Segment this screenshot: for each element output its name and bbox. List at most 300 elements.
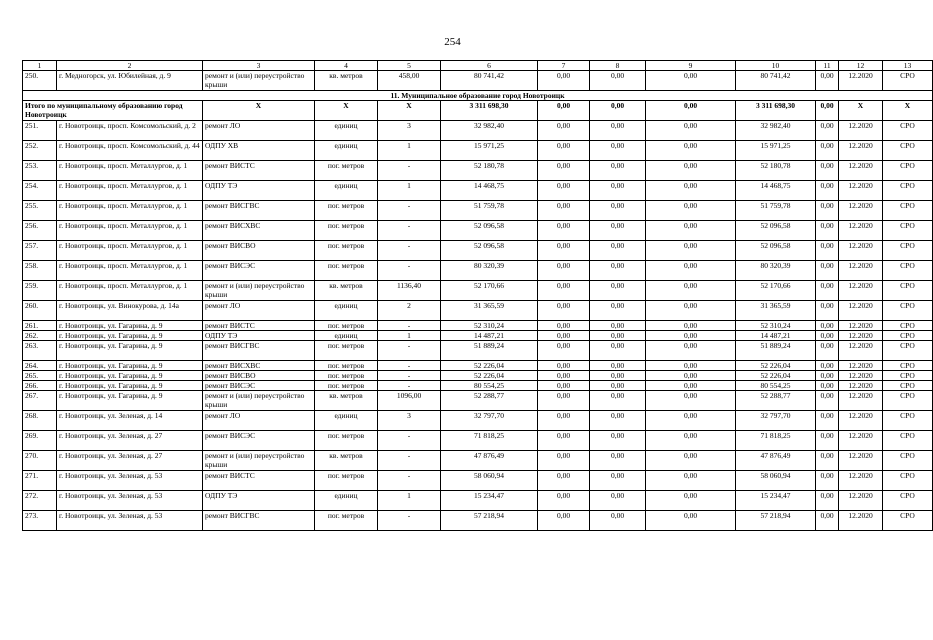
deadline-cell: 12.2020 xyxy=(839,361,883,371)
column-header: 7 xyxy=(538,61,590,71)
total-value: X xyxy=(378,101,441,121)
unit-cell: пог. метров xyxy=(315,431,378,451)
value-cell: 0,00 xyxy=(646,491,736,511)
column-header: 6 xyxy=(441,61,538,71)
deadline-cell: 12.2020 xyxy=(839,431,883,451)
value-cell: 0,00 xyxy=(646,181,736,201)
work-type-cell: ремонт ВИСВО xyxy=(203,371,315,381)
value-cell: 0,00 xyxy=(816,341,839,361)
value-cell: 0,00 xyxy=(816,391,839,411)
quantity-cell: - xyxy=(378,341,441,361)
row-number: 265. xyxy=(23,371,57,381)
value-cell: 0,00 xyxy=(590,361,646,371)
unit-cell: единиц xyxy=(315,331,378,341)
table-row xyxy=(23,391,933,411)
value-cell: 0,00 xyxy=(590,261,646,281)
total-label: Итого по муниципальному образованию город Новотроицк xyxy=(23,101,203,121)
table-row xyxy=(23,381,933,391)
value-cell: 0,00 xyxy=(646,221,736,241)
work-type-cell: ремонт ВИСХВС xyxy=(203,361,315,371)
value-cell: 0,00 xyxy=(646,371,736,381)
value-cell: 0,00 xyxy=(816,411,839,431)
deadline-cell: 12.2020 xyxy=(839,321,883,331)
value-cell: 0,00 xyxy=(538,281,590,301)
address-cell: г. Новотроицк, ул. Зеленая, д. 27 xyxy=(57,451,203,471)
column-header: 3 xyxy=(203,61,315,71)
value-cell: 0,00 xyxy=(816,301,839,321)
value-cell: 0,00 xyxy=(538,391,590,411)
value-cell: 0,00 xyxy=(538,371,590,381)
value-cell: 0,00 xyxy=(538,261,590,281)
value-cell: 0,00 xyxy=(590,341,646,361)
method-cell: СРО xyxy=(883,491,933,511)
value-cell: 0,00 xyxy=(816,261,839,281)
deadline-cell: 12.2020 xyxy=(839,121,883,141)
value-cell: 0,00 xyxy=(590,331,646,341)
table-row xyxy=(23,281,933,301)
value-cell: 0,00 xyxy=(646,361,736,371)
value-cell: 0,00 xyxy=(538,341,590,361)
address-cell: г. Новотроицк, ул. Зеленая, д. 53 xyxy=(57,491,203,511)
value-cell: 0,00 xyxy=(538,201,590,221)
value-cell: 47 876,49 xyxy=(736,451,816,471)
total-value: X xyxy=(315,101,378,121)
row-number: 257. xyxy=(23,241,57,261)
row-number: 258. xyxy=(23,261,57,281)
value-cell: 0,00 xyxy=(646,511,736,531)
table-row xyxy=(23,341,933,361)
quantity-cell: 1096,00 xyxy=(378,391,441,411)
value-cell: 0,00 xyxy=(590,451,646,471)
unit-cell: единиц xyxy=(315,301,378,321)
total-cost-cell: 15 971,25 xyxy=(441,141,538,161)
row-number: 268. xyxy=(23,411,57,431)
deadline-cell: 12.2020 xyxy=(839,221,883,241)
value-cell: 52 226,04 xyxy=(736,361,816,371)
value-cell: 0,00 xyxy=(538,511,590,531)
section-heading-row xyxy=(23,91,933,101)
method-cell: СРО xyxy=(883,71,933,91)
value-cell: 0,00 xyxy=(590,301,646,321)
value-cell: 0,00 xyxy=(816,371,839,381)
value-cell: 52 288,77 xyxy=(736,391,816,411)
row-number: 253. xyxy=(23,161,57,181)
unit-cell: единиц xyxy=(315,491,378,511)
row-number: 272. xyxy=(23,491,57,511)
total-cost-cell: 52 310,24 xyxy=(441,321,538,331)
quantity-cell: - xyxy=(378,511,441,531)
address-cell: г. Новотроицк, ул. Гагарина, д. 9 xyxy=(57,381,203,391)
address-cell: г. Новотроицк, ул. Гагарина, д. 9 xyxy=(57,341,203,361)
unit-cell: пог. метров xyxy=(315,321,378,331)
table-row xyxy=(23,371,933,381)
deadline-cell: 12.2020 xyxy=(839,411,883,431)
value-cell: 0,00 xyxy=(646,341,736,361)
quantity-cell: 458,00 xyxy=(378,71,441,91)
quantity-cell: 3 xyxy=(378,121,441,141)
value-cell: 0,00 xyxy=(816,491,839,511)
total-cost-cell: 52 226,04 xyxy=(441,371,538,381)
value-cell: 0,00 xyxy=(538,121,590,141)
work-type-cell: ремонт ВИСТС xyxy=(203,471,315,491)
total-value: 0,00 xyxy=(646,101,736,121)
unit-cell: пог. метров xyxy=(315,261,378,281)
total-cost-cell: 52 226,04 xyxy=(441,361,538,371)
value-cell: 52 096,58 xyxy=(736,241,816,261)
value-cell: 32 797,70 xyxy=(736,411,816,431)
work-type-cell: ремонт ЛО xyxy=(203,121,315,141)
value-cell: 0,00 xyxy=(538,241,590,261)
value-cell: 0,00 xyxy=(590,391,646,411)
value-cell: 0,00 xyxy=(646,161,736,181)
column-header: 8 xyxy=(590,61,646,71)
method-cell: СРО xyxy=(883,221,933,241)
method-cell: СРО xyxy=(883,411,933,431)
table-row xyxy=(23,431,933,451)
table-row xyxy=(23,121,933,141)
quantity-cell: - xyxy=(378,321,441,331)
value-cell: 0,00 xyxy=(590,141,646,161)
table-row xyxy=(23,141,933,161)
method-cell: СРО xyxy=(883,181,933,201)
method-cell: СРО xyxy=(883,471,933,491)
section-title: 11. Муниципальное образование город Новотроицк xyxy=(23,91,933,101)
total-cost-cell: 31 365,59 xyxy=(441,301,538,321)
value-cell: 0,00 xyxy=(816,471,839,491)
deadline-cell: 12.2020 xyxy=(839,71,883,91)
quantity-cell: - xyxy=(378,361,441,371)
row-number: 254. xyxy=(23,181,57,201)
row-number: 269. xyxy=(23,431,57,451)
row-number: 263. xyxy=(23,341,57,361)
value-cell: 0,00 xyxy=(816,281,839,301)
value-cell: 0,00 xyxy=(646,141,736,161)
value-cell: 0,00 xyxy=(816,71,839,91)
quantity-cell: - xyxy=(378,221,441,241)
value-cell: 0,00 xyxy=(538,451,590,471)
value-cell: 0,00 xyxy=(538,221,590,241)
work-type-cell: ОДПУ ХВ xyxy=(203,141,315,161)
row-number: 264. xyxy=(23,361,57,371)
address-cell: г. Новотроицк, ул. Гагарина, д. 9 xyxy=(57,391,203,411)
address-cell: г. Медногорск, ул. Юбилейная, д. 9 xyxy=(57,71,203,91)
method-cell: СРО xyxy=(883,511,933,531)
value-cell: 52 170,66 xyxy=(736,281,816,301)
work-type-cell: ремонт ВИСЭС xyxy=(203,381,315,391)
address-cell: г. Новотроицк, ул. Зеленая, д. 53 xyxy=(57,471,203,491)
deadline-cell: 12.2020 xyxy=(839,301,883,321)
total-value: 3 311 698,30 xyxy=(736,101,816,121)
table-row xyxy=(23,331,933,341)
column-header: 13 xyxy=(883,61,933,71)
row-number: 255. xyxy=(23,201,57,221)
column-header: 10 xyxy=(736,61,816,71)
table-row xyxy=(23,451,933,471)
quantity-cell: 2 xyxy=(378,301,441,321)
value-cell: 0,00 xyxy=(646,121,736,141)
method-cell: СРО xyxy=(883,381,933,391)
value-cell: 0,00 xyxy=(816,121,839,141)
method-cell: СРО xyxy=(883,331,933,341)
value-cell: 0,00 xyxy=(538,321,590,331)
row-number: 266. xyxy=(23,381,57,391)
unit-cell: единиц xyxy=(315,121,378,141)
total-value: 0,00 xyxy=(816,101,839,121)
value-cell: 0,00 xyxy=(646,261,736,281)
table-row xyxy=(23,161,933,181)
row-number: 252. xyxy=(23,141,57,161)
value-cell: 0,00 xyxy=(538,431,590,451)
method-cell: СРО xyxy=(883,141,933,161)
address-cell: г. Новотроицк, ул. Гагарина, д. 9 xyxy=(57,331,203,341)
page-number: 254 xyxy=(444,36,461,48)
table-row xyxy=(23,71,933,91)
method-cell: СРО xyxy=(883,301,933,321)
value-cell: 0,00 xyxy=(816,201,839,221)
value-cell: 0,00 xyxy=(646,381,736,391)
deadline-cell: 12.2020 xyxy=(839,201,883,221)
total-cost-cell: 80 554,25 xyxy=(441,381,538,391)
value-cell: 0,00 xyxy=(590,471,646,491)
value-cell: 0,00 xyxy=(646,281,736,301)
total-cost-cell: 32 982,40 xyxy=(441,121,538,141)
quantity-cell: - xyxy=(378,161,441,181)
total-cost-cell: 80 741,42 xyxy=(441,71,538,91)
work-type-cell: ремонт и (или) переустройство крыши xyxy=(203,451,315,471)
method-cell: СРО xyxy=(883,121,933,141)
quantity-cell: - xyxy=(378,371,441,381)
value-cell: 0,00 xyxy=(816,431,839,451)
value-cell: 0,00 xyxy=(590,181,646,201)
value-cell: 0,00 xyxy=(590,491,646,511)
row-number: 261. xyxy=(23,321,57,331)
method-cell: СРО xyxy=(883,361,933,371)
deadline-cell: 12.2020 xyxy=(839,371,883,381)
value-cell: 0,00 xyxy=(646,391,736,411)
unit-cell: пог. метров xyxy=(315,511,378,531)
unit-cell: пог. метров xyxy=(315,381,378,391)
value-cell: 52 310,24 xyxy=(736,321,816,331)
value-cell: 0,00 xyxy=(646,241,736,261)
quantity-cell: - xyxy=(378,431,441,451)
deadline-cell: 12.2020 xyxy=(839,491,883,511)
method-cell: СРО xyxy=(883,451,933,471)
quantity-cell: - xyxy=(378,381,441,391)
table-row xyxy=(23,241,933,261)
deadline-cell: 12.2020 xyxy=(839,281,883,301)
value-cell: 0,00 xyxy=(816,451,839,471)
table-row xyxy=(23,491,933,511)
value-cell: 0,00 xyxy=(646,411,736,431)
method-cell: СРО xyxy=(883,201,933,221)
value-cell: 57 218,94 xyxy=(736,511,816,531)
quantity-cell: 1136,40 xyxy=(378,281,441,301)
value-cell: 0,00 xyxy=(816,331,839,341)
unit-cell: пог. метров xyxy=(315,471,378,491)
value-cell: 0,00 xyxy=(816,141,839,161)
quantity-cell: - xyxy=(378,471,441,491)
total-cost-cell: 80 320,39 xyxy=(441,261,538,281)
quantity-cell: 1 xyxy=(378,141,441,161)
total-cost-cell: 52 096,58 xyxy=(441,241,538,261)
unit-cell: пог. метров xyxy=(315,361,378,371)
address-cell: г. Новотроицк, просп. Металлургов, д. 1 xyxy=(57,241,203,261)
table-row xyxy=(23,221,933,241)
column-header: 11 xyxy=(816,61,839,71)
table-row xyxy=(23,471,933,491)
method-cell: СРО xyxy=(883,431,933,451)
value-cell: 0,00 xyxy=(590,281,646,301)
value-cell: 15 971,25 xyxy=(736,141,816,161)
table-row xyxy=(23,411,933,431)
address-cell: г. Новотроицк, ул. Винокурова, д. 14а xyxy=(57,301,203,321)
total-cost-cell: 52 096,58 xyxy=(441,221,538,241)
total-value: 3 311 698,30 xyxy=(441,101,538,121)
work-type-cell: ремонт ВИСГВС xyxy=(203,511,315,531)
work-type-cell: ремонт ВИСЭС xyxy=(203,261,315,281)
table-row xyxy=(23,321,933,331)
column-number-row xyxy=(23,61,933,71)
value-cell: 52 180,78 xyxy=(736,161,816,181)
quantity-cell: - xyxy=(378,241,441,261)
value-cell: 0,00 xyxy=(816,361,839,371)
value-cell: 0,00 xyxy=(816,221,839,241)
value-cell: 0,00 xyxy=(538,411,590,431)
value-cell: 51 759,78 xyxy=(736,201,816,221)
value-cell: 0,00 xyxy=(816,241,839,261)
row-number: 267. xyxy=(23,391,57,411)
value-cell: 0,00 xyxy=(590,381,646,391)
value-cell: 15 234,47 xyxy=(736,491,816,511)
deadline-cell: 12.2020 xyxy=(839,331,883,341)
value-cell: 80 554,25 xyxy=(736,381,816,391)
total-value: X xyxy=(839,101,883,121)
address-cell: г. Новотроицк, ул. Гагарина, д. 9 xyxy=(57,321,203,331)
total-cost-cell: 51 889,24 xyxy=(441,341,538,361)
unit-cell: пог. метров xyxy=(315,341,378,361)
capital-repair-table xyxy=(22,60,933,531)
value-cell: 0,00 xyxy=(816,161,839,181)
row-number: 251. xyxy=(23,121,57,141)
work-type-cell: ремонт ВИСВО xyxy=(203,241,315,261)
method-cell: СРО xyxy=(883,241,933,261)
deadline-cell: 12.2020 xyxy=(839,141,883,161)
value-cell: 0,00 xyxy=(538,181,590,201)
value-cell: 0,00 xyxy=(538,141,590,161)
total-cost-cell: 47 876,49 xyxy=(441,451,538,471)
unit-cell: кв. метров xyxy=(315,71,378,91)
unit-cell: пог. метров xyxy=(315,221,378,241)
value-cell: 0,00 xyxy=(538,491,590,511)
table-row xyxy=(23,301,933,321)
row-number: 256. xyxy=(23,221,57,241)
value-cell: 0,00 xyxy=(538,381,590,391)
value-cell: 0,00 xyxy=(646,321,736,331)
address-cell: г. Новотроицк, просп. Металлургов, д. 1 xyxy=(57,161,203,181)
column-header: 9 xyxy=(646,61,736,71)
value-cell: 0,00 xyxy=(590,121,646,141)
value-cell: 0,00 xyxy=(590,511,646,531)
address-cell: г. Новотроицк, просп. Металлургов, д. 1 xyxy=(57,181,203,201)
value-cell: 0,00 xyxy=(538,471,590,491)
deadline-cell: 12.2020 xyxy=(839,161,883,181)
value-cell: 0,00 xyxy=(590,321,646,331)
address-cell: г. Новотроицк, ул. Гагарина, д. 9 xyxy=(57,361,203,371)
work-type-cell: ОДПУ ТЭ xyxy=(203,331,315,341)
value-cell: 0,00 xyxy=(590,371,646,381)
value-cell: 14 468,75 xyxy=(736,181,816,201)
row-number: 259. xyxy=(23,281,57,301)
value-cell: 0,00 xyxy=(816,381,839,391)
method-cell: СРО xyxy=(883,261,933,281)
value-cell: 0,00 xyxy=(646,451,736,471)
column-header: 1 xyxy=(23,61,57,71)
work-type-cell: ремонт и (или) переустройство крыши xyxy=(203,391,315,411)
unit-cell: пог. метров xyxy=(315,371,378,381)
method-cell: СРО xyxy=(883,391,933,411)
quantity-cell: - xyxy=(378,451,441,471)
unit-cell: единиц xyxy=(315,411,378,431)
value-cell: 80 320,39 xyxy=(736,261,816,281)
column-header: 2 xyxy=(57,61,203,71)
value-cell: 0,00 xyxy=(646,201,736,221)
total-cost-cell: 14 468,75 xyxy=(441,181,538,201)
total-value: 0,00 xyxy=(590,101,646,121)
value-cell: 71 818,25 xyxy=(736,431,816,451)
deadline-cell: 12.2020 xyxy=(839,181,883,201)
value-cell: 0,00 xyxy=(646,71,736,91)
value-cell: 52 096,58 xyxy=(736,221,816,241)
deadline-cell: 12.2020 xyxy=(839,261,883,281)
deadline-cell: 12.2020 xyxy=(839,241,883,261)
work-type-cell: ремонт и (или) переустройство крыши xyxy=(203,71,315,91)
address-cell: г. Новотроицк, просп. Комсомольский, д. 44 xyxy=(57,141,203,161)
quantity-cell: 3 xyxy=(378,411,441,431)
unit-cell: пог. метров xyxy=(315,241,378,261)
quantity-cell: - xyxy=(378,261,441,281)
total-cost-cell: 57 218,94 xyxy=(441,511,538,531)
address-cell: г. Новотроицк, ул. Зеленая, д. 14 xyxy=(57,411,203,431)
work-type-cell: ремонт ВИСХВС xyxy=(203,221,315,241)
row-number: 270. xyxy=(23,451,57,471)
value-cell: 51 889,24 xyxy=(736,341,816,361)
work-type-cell: ремонт ВИСГВС xyxy=(203,201,315,221)
value-cell: 0,00 xyxy=(646,301,736,321)
deadline-cell: 12.2020 xyxy=(839,381,883,391)
row-number: 271. xyxy=(23,471,57,491)
value-cell: 0,00 xyxy=(816,181,839,201)
method-cell: СРО xyxy=(883,341,933,361)
method-cell: СРО xyxy=(883,281,933,301)
value-cell: 0,00 xyxy=(590,201,646,221)
work-type-cell: ремонт ВИСТС xyxy=(203,161,315,181)
table-row xyxy=(23,511,933,531)
total-value: 0,00 xyxy=(538,101,590,121)
column-header: 12 xyxy=(839,61,883,71)
total-cost-cell: 52 170,66 xyxy=(441,281,538,301)
work-type-cell: ремонт ЛО xyxy=(203,411,315,431)
value-cell: 0,00 xyxy=(538,301,590,321)
method-cell: СРО xyxy=(883,371,933,381)
work-type-cell: ОДПУ ТЭ xyxy=(203,491,315,511)
deadline-cell: 12.2020 xyxy=(839,341,883,361)
row-number: 250. xyxy=(23,71,57,91)
method-cell: СРО xyxy=(883,161,933,181)
address-cell: г. Новотроицк, просп. Комсомольский, д. 2 xyxy=(57,121,203,141)
work-type-cell: ОДПУ ТЭ xyxy=(203,181,315,201)
address-cell: г. Новотроицк, ул. Гагарина, д. 9 xyxy=(57,371,203,381)
quantity-cell: - xyxy=(378,201,441,221)
